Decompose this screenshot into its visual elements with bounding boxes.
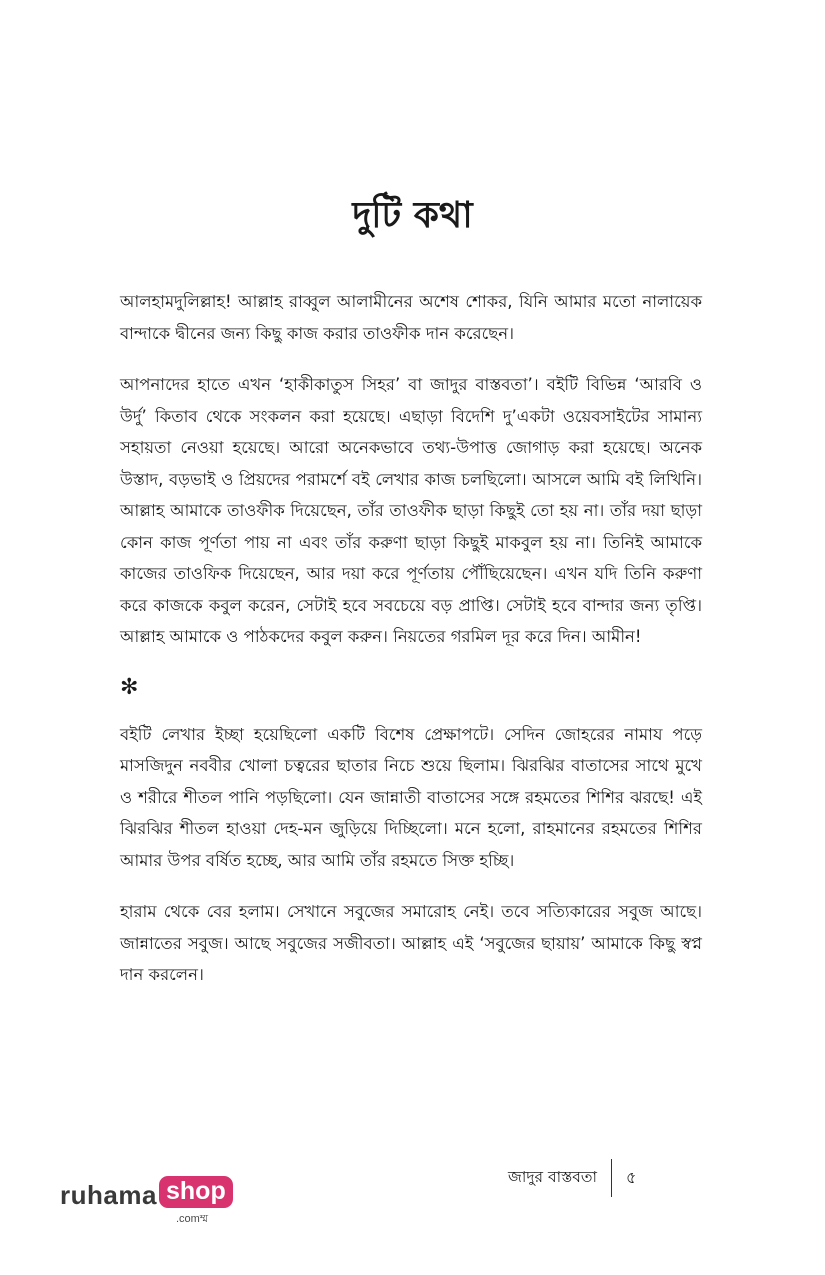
asterism-separator: ✻ <box>120 674 139 700</box>
page-number: ৫ <box>625 1167 637 1187</box>
logo-name: ruhama <box>60 1180 157 1210</box>
paragraph: আপনাদের হাতে এখন ‘হাকীকাতুস সিহর’ বা জাদুর বাস্তবতা’। বইটি বিভিন্ন ‘আরবি ও উর্দু’ কিতাব থেকে সংকলন করা হয়েছে। এছাড়া বিদেশি দু’একটা ওয়েবসাইটের সামান্য সহায়তা নেওয়া হয়েছে। আরো অনেকভাবে তথ্য-উপাত্ত জোগাড় করা হয়েছে। অনেক উস্তাদ, বড়ভাই ও প্রিয়দের পরামর্শে বই লেখার কাজ চলছিলো। আসলে আমি বই লিখিনি। আল্লাহ আমাকে তাওফীক দিয়েছেন, তাঁর তাওফীক ছাড়া কিছুই তো হয় না। তাঁর দয়া ছাড়া কোন কাজ পূর্ণতা পায় না এবং তাঁর করুণা ছাড়া কিছুই মাকবুল হয় না। তিনিই আমাকে কাজের তাওফিক দিয়েছেন, আর দয়া করে পূর্ণতায় পৌঁছিয়েছেন। এখন যদি তিনি করুণা করে কাজকে কবুল করেন, সেটাই হবে সবচেয়ে বড় প্রাপ্তি। সেটাই হবে বান্দার জন্য তৃপ্তি। আল্লাহ আমাকে ও পাঠকদের কবুল করুন। নিয়তের গরমিল দূর করে দিন। আমীন! <box>120 375 702 646</box>
paragraph: বইটি লেখার ইচ্ছা হয়েছিলো একটি বিশেষ প্রেক্ষাপটে। সেদিন জোহরের নামায পড়ে মাসজিদুন নববীর খোলা চত্বরের ছাতার নিচে শুয়ে ছিলাম। ঝিরঝির বাতাসের সাথে মুখে ও শরীরে শীতল পানি পড়ছিলো। যেন জান্নাতী বাতাসের সঙ্গে রহমতের শিশির ঝরছে! এই ঝিরঝির শীতল হাওয়া দেহ-মন জুড়িয়ে দিচ্ছিলো। মনে হলো, রাহমানের রহমতের শিশির আমার উপর বর্ষিত হচ্ছে, আর আমি তাঁর রহমতে সিক্ত হচ্ছি। <box>120 724 702 870</box>
paragraph: আলহামদুলিল্লাহ! আল্লাহ রাব্বুল আলামীনের অশেষ শোকর, যিনি আমার মতো নালায়েক বান্দাকে দ্বীনের জন্য কিছু কাজ করার তাওফীক দান করেছেন। <box>120 292 702 343</box>
running-footer <box>508 1158 636 1198</box>
page-title: দুটি কথা <box>352 195 473 236</box>
paragraph: হারাম থেকে বের হলাম। সেখানে সবুজের সমারোহ নেই। তবে সত্যিকারের সবুজ আছে। জান্নাতের সবুজ। আছে সবুজের সজীবতা। আল্লাহ এই ‘সবুজের ছায়ায়’ আমাকে কিছু স্বপ্ন দান করলেন। <box>120 902 702 984</box>
logo-highlight: shop <box>159 1176 233 1208</box>
footer-book-title: জাদুর বাস্তবতা <box>508 1168 597 1186</box>
logo-domain: .comম্ম <box>176 1213 209 1225</box>
body-text <box>120 286 702 1011</box>
